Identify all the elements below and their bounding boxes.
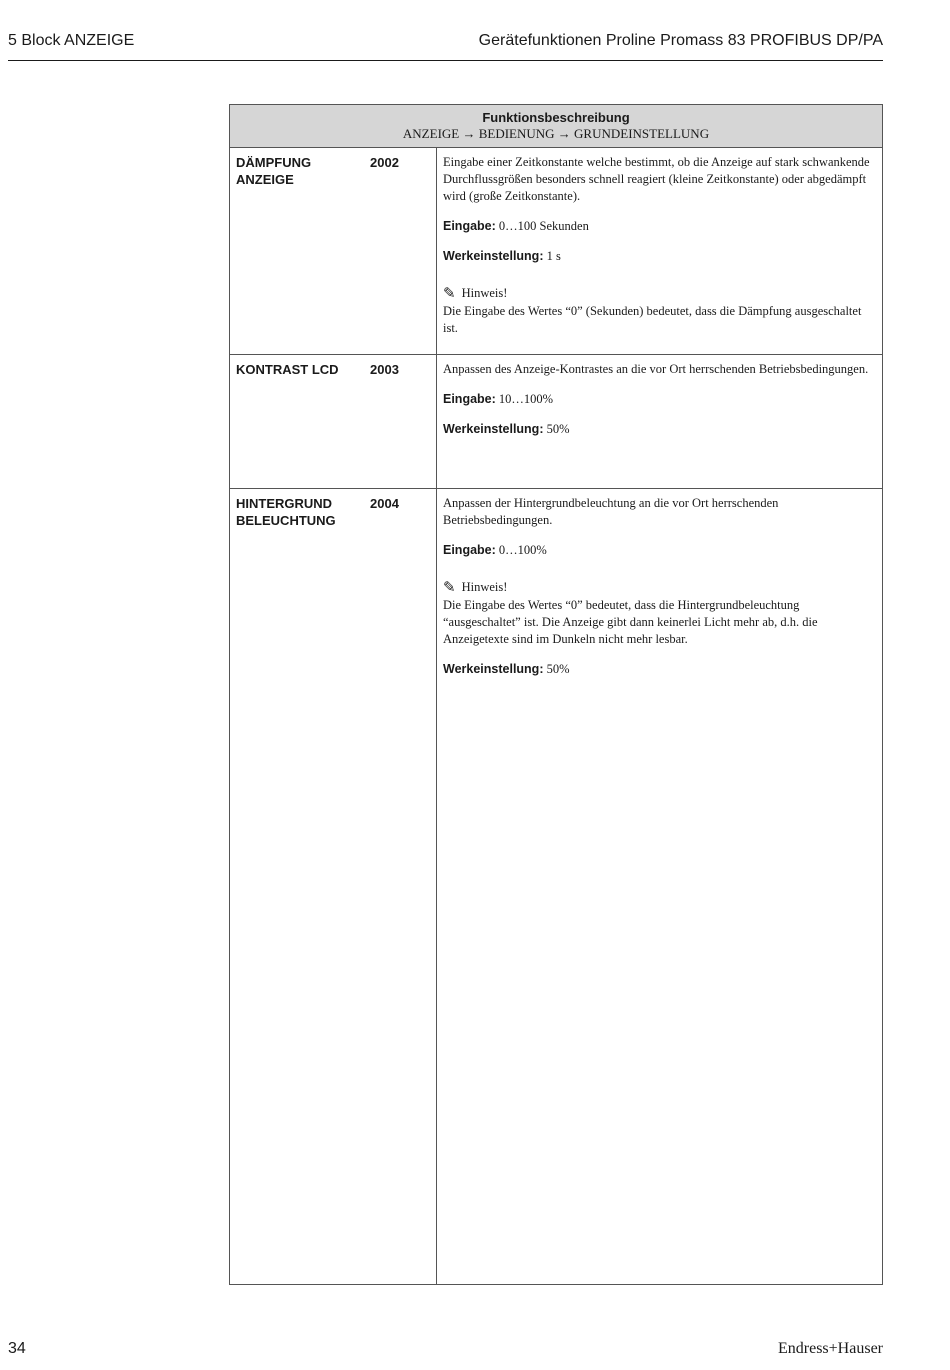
- note-block: ✎ Hinweis! Die Eingabe des Wertes “0” (Sekunden) bedeutet, dass die Dämpfung ausgeschaltet ist.: [443, 286, 862, 335]
- description-text: Eingabe einer Zeitkonstante welche bestimmt, ob die Anzeige auf stark schwankende Durchflussgrößen besonders schnell reagiert (kleine Zeitkonstante) oder abgedämpft wird (große Zeitkonstante).: [443, 155, 870, 203]
- function-code: 2003: [370, 362, 399, 377]
- default-setting: Werkeinstellung: 50%: [443, 662, 570, 676]
- note-text: Die Eingabe des Wertes “0” (Sekunden) bedeutet, dass die Dämpfung ausgeschaltet ist.: [443, 304, 862, 335]
- note-text: Die Eingabe des Wertes “0” bedeutet, dass die Hintergrundbeleuchtung “ausgeschaltet” ist. Die Anzeige gibt dann keinerlei Licht mehr ab, d.h. die Anzeigetexte sind im Dunkeln nicht mehr lesbar.: [443, 598, 818, 646]
- function-description: [443, 361, 875, 451]
- function-name: HINTERGRUND BELEUCHTUNG: [236, 496, 336, 528]
- page-number: 34: [8, 1340, 26, 1357]
- default-setting: Werkeinstellung: 50%: [443, 422, 570, 436]
- function-name: DÄMPFUNG ANZEIGE: [236, 155, 312, 187]
- description-text: Anpassen des Anzeige-Kontrastes an die vor Ort herrschenden Betriebsbedingungen.: [443, 362, 869, 376]
- note-block: ✎ Hinweis! Die Eingabe des Wertes “0” bedeutet, dass die Hintergrundbeleuchtung “ausgeschaltet” ist. Die Anzeige gibt dann keinerlei Licht mehr ab, d.h. die Anzeigetexte sind im Dunkeln nicht mehr lesbar.: [443, 580, 818, 646]
- table-path: ANZEIGE → BEDIENUNG → GRUNDEINSTELLUNG: [402, 126, 710, 141]
- function-description: [443, 154, 875, 350]
- table-row: [230, 355, 882, 489]
- pencil-note-icon: ✎: [443, 580, 456, 596]
- function-name: KONTRAST LCD: [236, 362, 339, 377]
- header-rule: [8, 60, 883, 61]
- running-header-title: Gerätefunktionen Proline Promass 83 PROFIBUS DP/PA: [478, 32, 883, 49]
- table-title: Funktionsbeschreibung: [482, 110, 630, 125]
- pencil-note-icon: ✎: [443, 286, 456, 302]
- function-description: [443, 495, 875, 691]
- table-row: [230, 148, 882, 355]
- table-header: [230, 105, 882, 148]
- description-text: Anpassen der Hintergrundbeleuchtung an die vor Ort herrschenden Betriebsbedingungen.: [443, 496, 779, 527]
- running-header-section: 5 Block ANZEIGE: [8, 32, 135, 49]
- table-row: [230, 489, 882, 1284]
- default-setting: Werkeinstellung: 1 s: [443, 249, 561, 263]
- brand-name: Endress+Hauser: [778, 1340, 883, 1357]
- input-range: Eingabe: 0…100%: [443, 543, 547, 557]
- input-range: Eingabe: 10…100%: [443, 392, 554, 406]
- function-code: 2002: [370, 155, 399, 170]
- input-range: Eingabe: 0…100 Sekunden: [443, 219, 589, 233]
- function-table: [229, 104, 883, 1285]
- function-code: 2004: [370, 496, 399, 511]
